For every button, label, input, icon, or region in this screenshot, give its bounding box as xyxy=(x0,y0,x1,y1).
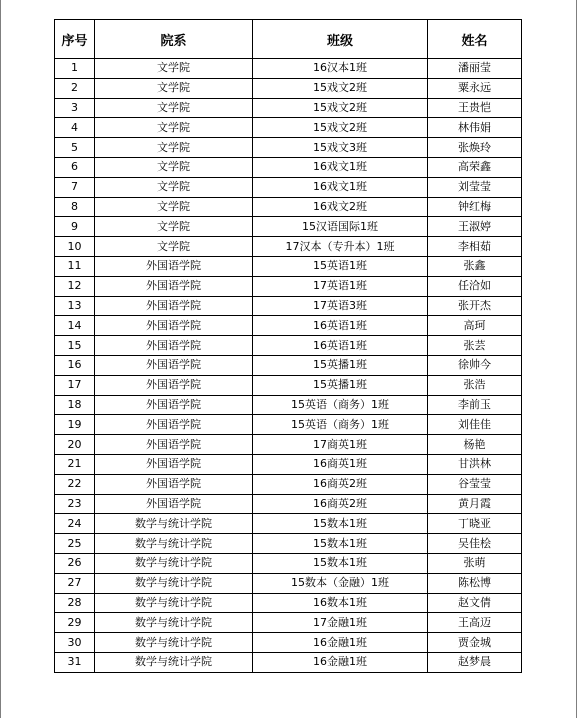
table-row xyxy=(55,138,522,158)
cell-serial-number: 31 xyxy=(55,652,95,672)
cell-student-name: 刘莹莹 xyxy=(428,177,522,197)
cell-class: 16汉本1班 xyxy=(253,59,428,79)
cell-department: 数学与统计学院 xyxy=(95,633,253,653)
cell-student-name: 王高迈 xyxy=(428,613,522,633)
cell-department: 文学院 xyxy=(95,217,253,237)
cell-department: 数学与统计学院 xyxy=(95,613,253,633)
cell-serial-number: 3 xyxy=(55,98,95,118)
table-row xyxy=(55,415,522,435)
cell-serial-number: 23 xyxy=(55,494,95,514)
cell-student-name: 林伟娟 xyxy=(428,118,522,138)
cell-student-name: 甘洪林 xyxy=(428,454,522,474)
cell-department: 文学院 xyxy=(95,59,253,79)
cell-department: 文学院 xyxy=(95,118,253,138)
cell-student-name: 丁晓亚 xyxy=(428,514,522,534)
table-row xyxy=(55,316,522,336)
cell-department: 文学院 xyxy=(95,237,253,257)
cell-department: 外国语学院 xyxy=(95,375,253,395)
cell-serial-number: 29 xyxy=(55,613,95,633)
cell-class: 15数本1班 xyxy=(253,553,428,573)
cell-department: 文学院 xyxy=(95,78,253,98)
cell-department: 外国语学院 xyxy=(95,355,253,375)
cell-serial-number: 26 xyxy=(55,553,95,573)
table-row xyxy=(55,59,522,79)
cell-serial-number: 13 xyxy=(55,296,95,316)
cell-serial-number: 11 xyxy=(55,256,95,276)
cell-class: 15英语1班 xyxy=(253,256,428,276)
cell-class: 16戏文1班 xyxy=(253,157,428,177)
cell-student-name: 粟永远 xyxy=(428,78,522,98)
cell-class: 16数本1班 xyxy=(253,593,428,613)
cell-student-name: 高荣鑫 xyxy=(428,157,522,177)
cell-department: 数学与统计学院 xyxy=(95,652,253,672)
cell-class: 15戏文3班 xyxy=(253,138,428,158)
cell-class: 15英播1班 xyxy=(253,355,428,375)
cell-student-name: 王贵恺 xyxy=(428,98,522,118)
cell-student-name: 潘丽莹 xyxy=(428,59,522,79)
cell-student-name: 赵文倩 xyxy=(428,593,522,613)
cell-student-name: 贾金城 xyxy=(428,633,522,653)
cell-department: 数学与统计学院 xyxy=(95,534,253,554)
cell-serial-number: 7 xyxy=(55,177,95,197)
cell-student-name: 刘佳佳 xyxy=(428,415,522,435)
table-row xyxy=(55,652,522,672)
table-row xyxy=(55,633,522,653)
cell-serial-number: 5 xyxy=(55,138,95,158)
table-row xyxy=(55,534,522,554)
table-row xyxy=(55,355,522,375)
cell-student-name: 陈松博 xyxy=(428,573,522,593)
cell-class: 16戏文2班 xyxy=(253,197,428,217)
cell-department: 文学院 xyxy=(95,98,253,118)
student-roster-table xyxy=(54,19,522,673)
cell-serial-number: 30 xyxy=(55,633,95,653)
cell-serial-number: 22 xyxy=(55,474,95,494)
cell-serial-number: 16 xyxy=(55,355,95,375)
cell-class: 15英播1班 xyxy=(253,375,428,395)
cell-department: 数学与统计学院 xyxy=(95,553,253,573)
cell-serial-number: 28 xyxy=(55,593,95,613)
cell-student-name: 李相茹 xyxy=(428,237,522,257)
cell-student-name: 张萌 xyxy=(428,553,522,573)
cell-department: 数学与统计学院 xyxy=(95,573,253,593)
table-row xyxy=(55,593,522,613)
cell-serial-number: 20 xyxy=(55,435,95,455)
cell-serial-number: 19 xyxy=(55,415,95,435)
header-class: 班级 xyxy=(253,20,428,59)
cell-student-name: 张浩 xyxy=(428,375,522,395)
table-row xyxy=(55,177,522,197)
cell-department: 文学院 xyxy=(95,157,253,177)
cell-class: 16金融1班 xyxy=(253,633,428,653)
table-row xyxy=(55,256,522,276)
cell-department: 外国语学院 xyxy=(95,435,253,455)
cell-class: 16商英2班 xyxy=(253,474,428,494)
cell-class: 15数本1班 xyxy=(253,534,428,554)
table-row xyxy=(55,237,522,257)
cell-serial-number: 1 xyxy=(55,59,95,79)
table-row xyxy=(55,613,522,633)
table-body xyxy=(55,59,522,673)
cell-class: 15戏文2班 xyxy=(253,118,428,138)
header-name: 姓名 xyxy=(428,20,522,59)
cell-class: 15戏文2班 xyxy=(253,98,428,118)
cell-class: 15戏文2班 xyxy=(253,78,428,98)
cell-department: 外国语学院 xyxy=(95,454,253,474)
cell-class: 16英语1班 xyxy=(253,336,428,356)
cell-class: 17英语3班 xyxy=(253,296,428,316)
cell-serial-number: 4 xyxy=(55,118,95,138)
table-row xyxy=(55,573,522,593)
table-row xyxy=(55,474,522,494)
cell-serial-number: 12 xyxy=(55,276,95,296)
cell-class: 16商英2班 xyxy=(253,494,428,514)
cell-department: 外国语学院 xyxy=(95,474,253,494)
table-header-row xyxy=(55,20,522,59)
table-row xyxy=(55,494,522,514)
cell-department: 外国语学院 xyxy=(95,494,253,514)
cell-student-name: 赵梦晨 xyxy=(428,652,522,672)
cell-class: 15数本1班 xyxy=(253,514,428,534)
cell-serial-number: 17 xyxy=(55,375,95,395)
cell-class: 17汉本（专升本）1班 xyxy=(253,237,428,257)
cell-serial-number: 24 xyxy=(55,514,95,534)
cell-class: 15英语（商务）1班 xyxy=(253,395,428,415)
cell-serial-number: 14 xyxy=(55,316,95,336)
cell-class: 15汉语国际1班 xyxy=(253,217,428,237)
cell-department: 外国语学院 xyxy=(95,276,253,296)
table-row xyxy=(55,217,522,237)
table-row xyxy=(55,296,522,316)
cell-class: 15英语（商务）1班 xyxy=(253,415,428,435)
cell-student-name: 任洽如 xyxy=(428,276,522,296)
table-row xyxy=(55,276,522,296)
cell-student-name: 张芸 xyxy=(428,336,522,356)
cell-department: 外国语学院 xyxy=(95,256,253,276)
cell-serial-number: 10 xyxy=(55,237,95,257)
cell-student-name: 高珂 xyxy=(428,316,522,336)
cell-serial-number: 18 xyxy=(55,395,95,415)
cell-student-name: 吴佳桧 xyxy=(428,534,522,554)
cell-department: 文学院 xyxy=(95,138,253,158)
table-row xyxy=(55,375,522,395)
cell-department: 外国语学院 xyxy=(95,316,253,336)
cell-class: 16商英1班 xyxy=(253,454,428,474)
cell-serial-number: 2 xyxy=(55,78,95,98)
cell-class: 15数本（金融）1班 xyxy=(253,573,428,593)
cell-department: 文学院 xyxy=(95,197,253,217)
table-row xyxy=(55,553,522,573)
cell-serial-number: 25 xyxy=(55,534,95,554)
cell-serial-number: 8 xyxy=(55,197,95,217)
cell-class: 16戏文1班 xyxy=(253,177,428,197)
cell-department: 外国语学院 xyxy=(95,415,253,435)
table-row xyxy=(55,157,522,177)
header-serial-number: 序号 xyxy=(55,20,95,59)
table-row xyxy=(55,78,522,98)
cell-student-name: 王淑婷 xyxy=(428,217,522,237)
cell-student-name: 谷莹莹 xyxy=(428,474,522,494)
cell-student-name: 李前玉 xyxy=(428,395,522,415)
cell-serial-number: 21 xyxy=(55,454,95,474)
cell-student-name: 张焕玲 xyxy=(428,138,522,158)
cell-serial-number: 6 xyxy=(55,157,95,177)
cell-class: 17商英1班 xyxy=(253,435,428,455)
cell-department: 外国语学院 xyxy=(95,395,253,415)
cell-student-name: 黄月霞 xyxy=(428,494,522,514)
header-department: 院系 xyxy=(95,20,253,59)
cell-student-name: 张开杰 xyxy=(428,296,522,316)
cell-student-name: 钟红梅 xyxy=(428,197,522,217)
table-row xyxy=(55,336,522,356)
cell-serial-number: 27 xyxy=(55,573,95,593)
table-row xyxy=(55,118,522,138)
cell-student-name: 杨艳 xyxy=(428,435,522,455)
cell-department: 数学与统计学院 xyxy=(95,514,253,534)
cell-student-name: 张鑫 xyxy=(428,256,522,276)
table-row xyxy=(55,197,522,217)
table-row xyxy=(55,435,522,455)
cell-serial-number: 9 xyxy=(55,217,95,237)
cell-class: 16英语1班 xyxy=(253,316,428,336)
cell-department: 文学院 xyxy=(95,177,253,197)
cell-class: 16金融1班 xyxy=(253,652,428,672)
cell-department: 外国语学院 xyxy=(95,336,253,356)
table-row xyxy=(55,514,522,534)
table-row xyxy=(55,395,522,415)
table-row xyxy=(55,98,522,118)
cell-student-name: 徐帅今 xyxy=(428,355,522,375)
cell-serial-number: 15 xyxy=(55,336,95,356)
cell-department: 外国语学院 xyxy=(95,296,253,316)
cell-department: 数学与统计学院 xyxy=(95,593,253,613)
table-row xyxy=(55,454,522,474)
cell-class: 17英语1班 xyxy=(253,276,428,296)
cell-class: 17金融1班 xyxy=(253,613,428,633)
